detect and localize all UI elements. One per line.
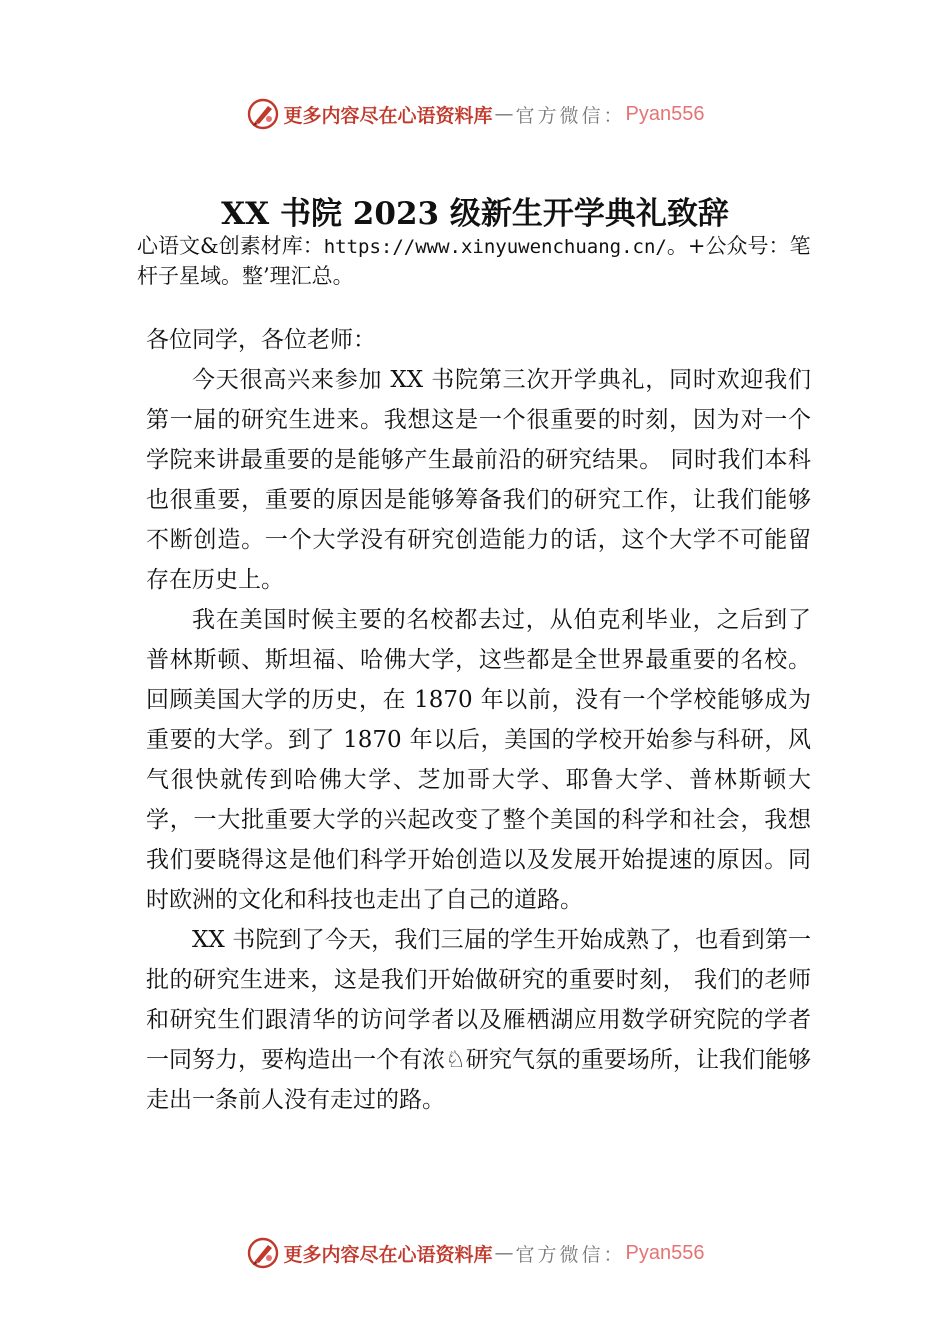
source-prefix: 心语文&创素材库： — [137, 234, 324, 258]
footer-watermark-banner — [0, 1233, 950, 1273]
pen-logo-icon — [246, 1236, 280, 1270]
source-line — [137, 232, 827, 291]
banner-separator: — — [494, 1242, 514, 1264]
banner-official-label: 官方微信： — [515, 1243, 626, 1266]
banner-wechat-id: Pyan556 — [625, 1241, 705, 1264]
pen-logo-icon — [246, 97, 280, 131]
source-url: https://www.xinyuwenchuang.cn/ — [323, 236, 667, 258]
source-suffix: 。+公众号：笔杆子星域。整’理汇总。 — [137, 234, 811, 288]
banner-text: 更多内容尽在心语资料库 — [283, 1243, 493, 1266]
header-watermark-banner — [0, 94, 950, 134]
banner-official-label: 官方微信： — [515, 104, 626, 127]
body-paragraph-3: XX 书院到了今天，我们三届的学生开始成熟了，也看到第一批的研究生进来，这是我们开始做研究的重要时刻， 我们的老师和研究生们跟清华的访问学者以及雁栖湖应用数学研究院的学者一同努力，要构造出一个有浓♘研究气氛的重要场所，让我们能够走出一条前人没有走过的路。 — [146, 927, 811, 1113]
banner-wechat-id: Pyan556 — [625, 102, 705, 125]
document-title: XX 书院 2023 级新生开学典礼致辞 — [221, 196, 729, 232]
banner-text: 更多内容尽在心语资料库 — [283, 104, 493, 127]
body-paragraph-2: 我在美国时候主要的名校都去过，从伯克利毕业，之后到了普林斯顿、斯坦福、哈佛大学，这些都是全世界最重要的名校。回顾美国大学的历史，在 1870 年以前，没有一个学校能够成为重要的大学。到了 1870 年以后，美国的学校开始参与科研，风气很快就传到哈佛大学、芝加哥大学、耶鲁大学、普林斯顿大学，一大批重要大学的兴起改变了整个美国的科学和社会，我想我们要晓得这是他们科学开始创造以及发展开始提速的原因。同时欧洲的文化和科技也走出了自己的道路。 — [146, 607, 811, 913]
salutation: 各位同学，各位老师： — [146, 327, 376, 353]
banner-separator: — — [494, 103, 514, 125]
document-body — [146, 320, 811, 1120]
body-paragraph-1: 今天很高兴来参加 XX 书院第三次开学典礼，同时欢迎我们第一届的研究生进来。我想这是一个很重要的时刻，因为对一个学院来讲最重要的是能够产生最前沿的研究结果。 同时我们本科也很重要，重要的原因是能够筹备我们的研究工作，让我们能够不断创造。一个大学没有研究创造能力的话，这个大学不可能留存在历史上。 — [146, 367, 811, 593]
